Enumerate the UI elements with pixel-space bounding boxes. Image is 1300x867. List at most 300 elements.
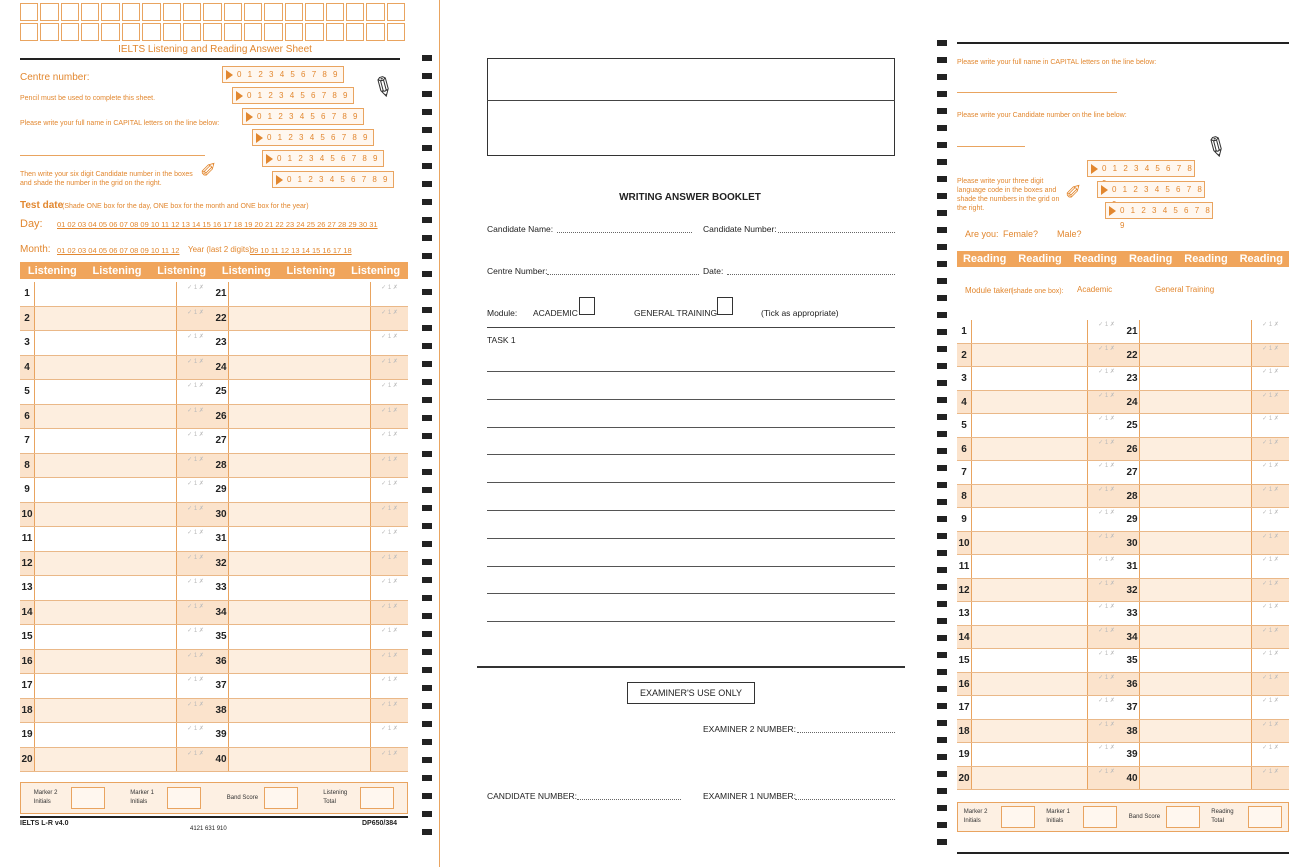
question-number: 31 [1126,561,1138,572]
digit-grid-row[interactable]: 0 1 2 3 4 5 6 7 8 9 [262,150,384,167]
candidate-number-footer-field[interactable] [577,799,681,800]
answer-row [20,748,214,773]
month-options[interactable]: 01 02 03 04 05 06 07 08 09 10 11 12 [57,246,180,255]
letter-box[interactable] [61,23,79,41]
marker-box[interactable]: ✓ 1 ✗ [1251,626,1289,649]
letter-box[interactable] [285,23,303,41]
answer-field[interactable] [1139,767,1251,790]
marker-box[interactable]: ✓ 1 ✗ [1251,720,1289,743]
marker-box[interactable]: ✓ 1 ✗ [1087,508,1125,531]
digit-grid-row[interactable]: 0 1 2 3 4 5 6 7 8 9 [272,171,394,188]
writing-line[interactable] [487,593,895,594]
letter-box[interactable] [366,23,384,41]
name-letter-grid [20,3,405,41]
writing-line[interactable] [487,621,895,622]
module-label: Module: [487,308,518,318]
marker-box[interactable]: ✓ 1 ✗ [176,723,214,747]
answer-field[interactable] [1139,602,1251,625]
marker-footer-box[interactable] [1166,806,1200,828]
answer-field[interactable] [971,720,1087,743]
answer-field[interactable] [971,508,1087,531]
answer-field[interactable] [228,454,370,478]
year-options[interactable]: 09 10 11 12 13 14 15 16 17 18 [250,246,352,255]
marker-box[interactable]: ✓ 1 ✗ [1251,743,1289,766]
answer-field[interactable] [1139,414,1251,437]
marker-box[interactable]: ✓ 1 ✗ [176,331,214,355]
marker-box[interactable]: ✓ 1 ✗ [370,307,408,331]
marker-box[interactable]: ✓ 1 ✗ [370,503,408,527]
marker-box[interactable]: ✓ 1 ✗ [176,748,214,772]
answer-row [214,405,408,430]
answer-field[interactable] [971,438,1087,461]
answer-row [1125,461,1289,485]
answer-field[interactable] [228,527,370,551]
answer-field[interactable] [228,699,370,723]
answer-field[interactable] [1139,626,1251,649]
marker-box[interactable]: ✓ 1 ✗ [1251,367,1289,390]
answer-field[interactable] [34,478,176,502]
marker-box[interactable]: ✓ 1 ✗ [370,576,408,600]
letter-box[interactable] [183,23,201,41]
centre-number-field[interactable] [547,274,699,275]
answer-row [1125,344,1289,368]
answer-row [20,527,214,552]
marker-box[interactable]: ✓ 1 ✗ [1087,367,1125,390]
answer-field[interactable] [228,576,370,600]
marker-box[interactable]: ✓ 1 ✗ [1087,649,1125,672]
candidate-note: Please write your Candidate number on the line below: [957,112,1127,119]
letter-box[interactable] [224,23,242,41]
marker-footer [957,802,1289,832]
timing-mark [937,822,947,828]
digit-grid-row[interactable]: 0 1 2 3 4 5 6 7 8 9 [252,129,374,146]
timing-mark [422,469,432,475]
timing-mark [937,669,947,675]
marker-box[interactable]: ✓ 1 ✗ [176,601,214,625]
answer-field[interactable] [1139,367,1251,390]
letter-box[interactable] [203,3,221,21]
marker-box[interactable]: ✓ 1 ✗ [176,674,214,698]
answer-field[interactable] [1139,649,1251,672]
answer-row [1125,438,1289,462]
answer-row [957,344,1125,368]
marker-box[interactable]: ✓ 1 ✗ [1087,555,1125,578]
letter-box[interactable] [142,23,160,41]
answer-field[interactable] [1139,579,1251,602]
answer-field[interactable] [34,503,176,527]
answer-field[interactable] [228,748,370,772]
timing-mark [422,649,432,655]
writing-line[interactable] [487,427,895,428]
answer-field[interactable] [971,414,1087,437]
marker-box[interactable]: ✓ 1 ✗ [176,478,214,502]
month-label: Month: [20,244,51,255]
module-note: (shade one box): [1011,288,1064,295]
answer-field[interactable] [228,307,370,331]
letter-box[interactable] [163,23,181,41]
marker-box[interactable]: ✓ 1 ✗ [1251,461,1289,484]
marker-box[interactable]: ✓ 1 ✗ [370,625,408,649]
timing-mark [937,448,947,454]
day-options[interactable]: 01 02 03 04 05 06 07 08 09 10 11 12 13 14 15 16 17 18 19 20 21 22 23 24 25 26 27 28 29 30 31 [57,220,378,229]
letter-box[interactable] [346,3,364,21]
marker-box[interactable]: ✓ 1 ✗ [176,454,214,478]
marker-box[interactable]: ✓ 1 ✗ [1087,720,1125,743]
letter-box[interactable] [346,23,364,41]
name-line[interactable] [20,155,205,156]
marker-box[interactable]: ✓ 1 ✗ [1251,320,1289,343]
marker-box[interactable]: ✓ 1 ✗ [1087,602,1125,625]
divider [20,58,400,60]
letter-box[interactable] [40,3,58,21]
answer-field[interactable] [228,356,370,380]
name-line[interactable] [957,92,1117,93]
timing-mark [422,145,432,151]
answers-column-1-20 [20,282,214,776]
letter-box[interactable] [305,23,323,41]
digit-grid-row[interactable]: 0 1 2 3 4 5 6 7 8 9 [232,87,354,104]
answer-row [1125,602,1289,626]
digit-grid-row[interactable]: 0 1 2 3 4 5 6 7 8 9 [1105,202,1213,219]
marker-box[interactable]: ✓ 1 ✗ [1251,602,1289,625]
answer-field[interactable] [34,625,176,649]
answer-field[interactable] [971,555,1087,578]
letter-box[interactable] [122,23,140,41]
answer-field[interactable] [971,696,1087,719]
date-field[interactable] [727,274,895,275]
answer-field[interactable] [971,743,1087,766]
answer-field[interactable] [971,767,1087,790]
marker-box[interactable]: ✓ 1 ✗ [176,650,214,674]
marker-box[interactable]: ✓ 1 ✗ [176,429,214,453]
writing-line[interactable] [487,510,895,511]
marker-box[interactable]: ✓ 1 ✗ [370,601,408,625]
answer-field[interactable] [1139,461,1251,484]
answer-field[interactable] [228,478,370,502]
letter-box[interactable] [81,3,99,21]
marker-box[interactable]: ✓ 1 ✗ [1087,438,1125,461]
marker-box[interactable]: ✓ 1 ✗ [370,478,408,502]
timing-mark [937,431,947,437]
answer-field[interactable] [228,503,370,527]
answer-field[interactable] [1139,696,1251,719]
timing-mark [937,720,947,726]
answer-field[interactable] [34,527,176,551]
marker-box[interactable]: ✓ 1 ✗ [370,429,408,453]
marker-box[interactable]: ✓ 1 ✗ [370,331,408,355]
examiner-2-label: EXAMINER 2 NUMBER: [703,724,797,734]
marker-box[interactable]: ✓ 1 ✗ [176,625,214,649]
answer-field[interactable] [34,454,176,478]
letter-box[interactable] [122,3,140,21]
answer-field[interactable] [228,552,370,576]
answer-row [957,602,1125,626]
answer-field[interactable] [34,552,176,576]
candidate-line[interactable] [957,146,1025,147]
marker-box[interactable]: ✓ 1 ✗ [1251,438,1289,461]
marker-box[interactable]: ✓ 1 ✗ [1251,555,1289,578]
letter-box[interactable] [264,23,282,41]
marker-box[interactable]: ✓ 1 ✗ [1087,391,1125,414]
marker-box[interactable]: ✓ 1 ✗ [1251,767,1289,790]
letter-box[interactable] [366,3,384,21]
timing-mark [422,523,432,529]
marker-box[interactable]: ✓ 1 ✗ [370,405,408,429]
candidate-name-field[interactable] [557,232,692,233]
timing-mark [937,533,947,539]
marker-footer-label: Listening Total [323,790,348,805]
question-number: 40 [1126,772,1138,784]
answer-row [20,380,214,405]
answer-field[interactable] [34,331,176,355]
question-number: 39 [215,729,227,740]
answer-field[interactable] [34,699,176,723]
question-number: 34 [1126,631,1138,643]
question-number: 7 [24,435,30,446]
marker-box[interactable]: ✓ 1 ✗ [1251,673,1289,696]
answer-row [957,555,1125,579]
answer-field[interactable] [971,485,1087,508]
answer-field[interactable] [1139,743,1251,766]
marker-box[interactable]: ✓ 1 ✗ [1087,743,1125,766]
question-number: 4 [961,396,967,408]
answer-field[interactable] [34,282,176,306]
answer-field[interactable] [1139,555,1251,578]
letter-box[interactable] [305,3,323,21]
marker-box[interactable]: ✓ 1 ✗ [370,674,408,698]
answer-field[interactable] [971,649,1087,672]
letter-box[interactable] [326,23,344,41]
writing-line[interactable] [487,454,895,455]
marker-box[interactable]: ✓ 1 ✗ [370,380,408,404]
question-number: 3 [24,337,30,348]
marker-box[interactable]: ✓ 1 ✗ [176,503,214,527]
letter-box[interactable] [203,23,221,41]
answer-field[interactable] [34,380,176,404]
marker-box[interactable]: ✓ 1 ✗ [1087,344,1125,367]
candidate-number-label: Candidate Number: [703,224,777,234]
letter-box[interactable] [326,3,344,21]
eraser-icon: ✐ [200,160,217,182]
letter-box[interactable] [101,3,119,21]
timing-mark [422,775,432,781]
answer-field[interactable] [228,723,370,747]
letter-box[interactable] [387,23,405,41]
form-number: DP650/384 [362,820,398,827]
marker-box[interactable]: ✓ 1 ✗ [370,552,408,576]
question-number: 32 [1126,584,1138,596]
letter-box[interactable] [20,3,38,21]
marker-box[interactable]: ✓ 1 ✗ [370,699,408,723]
answer-field[interactable] [1139,344,1251,367]
answer-field[interactable] [971,367,1087,390]
question-number: 2 [24,312,30,324]
general-training-checkbox[interactable] [717,297,733,315]
marker-box[interactable]: ✓ 1 ✗ [370,650,408,674]
marker-box[interactable]: ✓ 1 ✗ [370,527,408,551]
answer-field[interactable] [34,674,176,698]
header-box [487,58,895,156]
answer-field[interactable] [971,532,1087,555]
letter-box[interactable] [285,3,303,21]
answer-field[interactable] [34,723,176,747]
marker-box[interactable]: ✓ 1 ✗ [176,307,214,331]
marker-box[interactable]: ✓ 1 ✗ [370,356,408,380]
marker-box[interactable]: ✓ 1 ✗ [176,282,214,306]
candidate-number-field[interactable] [778,232,895,233]
question-number: 30 [215,508,227,520]
marker-footer-label: Marker 2 Initials [33,790,58,805]
answer-field[interactable] [228,601,370,625]
marker-footer-box[interactable] [1083,806,1117,828]
marker-box[interactable]: ✓ 1 ✗ [1251,696,1289,719]
writing-line[interactable] [487,538,895,539]
marker-box[interactable]: ✓ 1 ✗ [1251,485,1289,508]
letter-box[interactable] [101,23,119,41]
marker-box[interactable]: ✓ 1 ✗ [1087,532,1125,555]
marker-box[interactable]: ✓ 1 ✗ [370,723,408,747]
marker-box[interactable]: ✓ 1 ✗ [176,576,214,600]
letter-box[interactable] [183,3,201,21]
marker-box[interactable]: ✓ 1 ✗ [176,699,214,723]
writing-line[interactable] [487,566,895,567]
marker-box[interactable]: ✓ 1 ✗ [1251,649,1289,672]
writing-line[interactable] [487,399,895,400]
marker-box[interactable]: ✓ 1 ✗ [1087,767,1125,790]
marker-box[interactable]: ✓ 1 ✗ [1251,579,1289,602]
letter-box[interactable] [264,3,282,21]
academic-checkbox[interactable] [579,297,595,315]
marker-box[interactable]: ✓ 1 ✗ [176,380,214,404]
answer-field[interactable] [228,625,370,649]
answer-field[interactable] [34,429,176,453]
timing-mark [937,516,947,522]
answer-field[interactable] [1139,673,1251,696]
answer-field[interactable] [34,650,176,674]
marker-box[interactable]: ✓ 1 ✗ [1251,532,1289,555]
marker-box[interactable]: ✓ 1 ✗ [176,552,214,576]
timing-mark [422,811,432,817]
letter-box[interactable] [387,3,405,21]
timing-mark [422,433,432,439]
answer-field[interactable] [971,391,1087,414]
letter-box[interactable] [244,23,262,41]
answer-field[interactable] [971,602,1087,625]
marker-box[interactable]: ✓ 1 ✗ [176,527,214,551]
marker-box[interactable]: ✓ 1 ✗ [1251,391,1289,414]
answer-field[interactable] [34,356,176,380]
marker-box[interactable]: ✓ 1 ✗ [1087,626,1125,649]
marker-box[interactable]: ✓ 1 ✗ [1087,485,1125,508]
letter-box[interactable] [163,3,181,21]
answer-field[interactable] [34,748,176,772]
letter-box[interactable] [142,3,160,21]
answer-field[interactable] [971,344,1087,367]
answer-field[interactable] [228,380,370,404]
timing-mark [937,652,947,658]
marker-box[interactable]: ✓ 1 ✗ [176,405,214,429]
examiner-2-field[interactable] [797,732,895,733]
marker-box[interactable]: ✓ 1 ✗ [1251,508,1289,531]
answer-field[interactable] [1139,532,1251,555]
answer-field[interactable] [34,576,176,600]
marker-box[interactable]: ✓ 1 ✗ [1087,414,1125,437]
answer-field[interactable] [34,601,176,625]
marker-footer-label: Reading Total [1211,809,1234,824]
answer-row [957,649,1125,673]
answer-field[interactable] [971,579,1087,602]
digit-grid-row[interactable]: 0 1 2 3 4 5 6 7 8 [1097,181,1205,198]
answer-field[interactable] [1139,720,1251,743]
answer-field[interactable] [228,674,370,698]
marker-footer-box[interactable] [360,787,394,809]
answer-field[interactable] [1139,485,1251,508]
marker-box[interactable]: ✓ 1 ✗ [1087,673,1125,696]
examiner-1-field[interactable] [795,799,895,800]
answer-field[interactable] [228,650,370,674]
letter-box[interactable] [20,23,38,41]
marker-footer-box[interactable] [1248,806,1282,828]
marker-box[interactable]: ✓ 1 ✗ [1251,414,1289,437]
answer-field[interactable] [228,282,370,306]
marker-footer-box[interactable] [264,787,298,809]
marker-box[interactable]: ✓ 1 ✗ [1087,461,1125,484]
digit-grid-row[interactable]: 0 1 2 3 4 5 6 7 8 9 [242,108,364,125]
marker-footer-box[interactable] [1001,806,1035,828]
answer-field[interactable] [971,673,1087,696]
marker-box[interactable]: ✓ 1 ✗ [1087,320,1125,343]
marker-box[interactable]: ✓ 1 ✗ [1087,579,1125,602]
marker-box[interactable]: ✓ 1 ✗ [176,356,214,380]
digit-grid-row[interactable]: 0 1 2 3 4 5 6 7 8 [1087,160,1195,177]
marker-box[interactable]: ✓ 1 ✗ [1251,344,1289,367]
letter-box[interactable] [40,23,58,41]
writing-line[interactable] [487,482,895,483]
answer-field[interactable] [1139,508,1251,531]
marker-footer-box[interactable] [167,787,201,809]
marker-footer-box[interactable] [71,787,105,809]
answer-field[interactable] [34,405,176,429]
letter-box[interactable] [81,23,99,41]
answer-row [957,696,1125,720]
letter-box[interactable] [244,3,262,21]
general-training-option[interactable]: General Training [1155,285,1215,294]
answer-field[interactable] [1139,438,1251,461]
marker-box[interactable]: ✓ 1 ✗ [370,282,408,306]
marker-box[interactable]: ✓ 1 ✗ [370,748,408,772]
answer-field[interactable] [1139,391,1251,414]
answer-field[interactable] [971,461,1087,484]
writing-line[interactable] [487,371,895,372]
letter-box[interactable] [224,3,242,21]
pencil-note: Pencil must be used to complete this sheet. [20,95,156,102]
marker-box[interactable]: ✓ 1 ✗ [1087,696,1125,719]
answer-field[interactable] [1139,320,1251,343]
answer-field[interactable] [971,626,1087,649]
timing-mark [422,109,432,115]
answer-field[interactable] [971,320,1087,343]
marker-box[interactable]: ✓ 1 ✗ [370,454,408,478]
question-number: 26 [215,410,227,422]
digit-grid-row[interactable]: 0 1 2 3 4 5 6 7 8 9 [222,66,344,83]
answer-field[interactable] [228,429,370,453]
academic-option[interactable]: Academic [1077,285,1113,294]
letter-box[interactable] [61,3,79,21]
answer-field[interactable] [228,331,370,355]
answer-field[interactable] [228,405,370,429]
answer-field[interactable] [34,307,176,331]
candidate-note: Then write your six digit Candidate number in the boxes and shade the number in the grid on the right. [20,171,193,187]
